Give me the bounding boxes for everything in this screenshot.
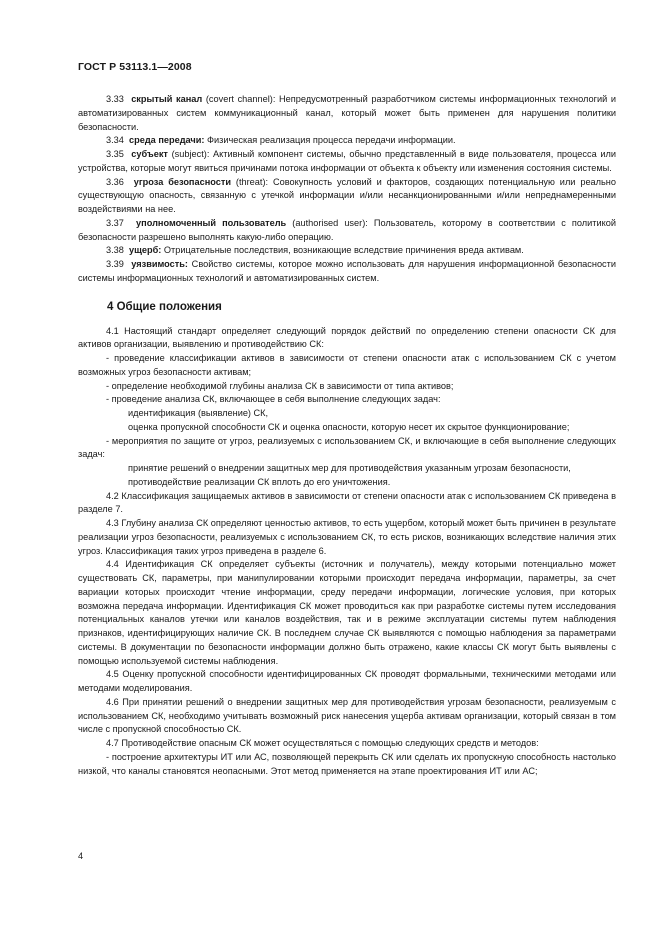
list-item: - проведение классификации активов в зависимости от степени опасности атак с использованием СК с учетом возможных угроз безопасности активам; bbox=[78, 353, 616, 377]
definition-3-34 bbox=[78, 134, 616, 148]
document-body bbox=[78, 93, 616, 778]
definition-3-35 bbox=[78, 148, 616, 176]
standard-header: ГОСТ Р 53113.1—2008 bbox=[78, 61, 192, 73]
def-text: (threat): Совокупность условий и факторов, создающих потенциальную или реально существующую опасность, связанную с утечкой информации и/или несанкционированными и/или непреднамеренными воздействиями на нее. bbox=[78, 176, 616, 214]
def-text: (subject): Активный компонент системы, обычно представленный в виде пользователя, процесса или устройства, которые могут явиться причинами потока информации от объекта к объекту или изменения состояния системы. bbox=[78, 149, 617, 173]
def-term: скрытый канал bbox=[131, 94, 203, 104]
definition-3-33 bbox=[78, 93, 616, 134]
list-item: - мероприятия по защите от угроз, реализуемых с использованием СК, и включающие в себя выполнение следующих задач: bbox=[78, 435, 616, 460]
section-heading: 4 Общие положения bbox=[107, 300, 222, 313]
def-term: субъект bbox=[131, 149, 168, 159]
def-number: 3.39 bbox=[106, 259, 124, 269]
def-term: угроза безопасности bbox=[133, 176, 231, 187]
def-number: 3.38 bbox=[106, 245, 124, 256]
def-term: ущерб: bbox=[129, 245, 162, 256]
paragraph-4-3: 4.3 Глубину анализа СК определяют ценностью активов, то есть ущербом, который может быть причинен в результате реализации угроз безопасности, реализуемых с использованием СК, то есть рисков, возникающих вследствие наличия этих угроз. Классификация таких угроз приведена в разделе 6. bbox=[78, 518, 616, 556]
sub-list-item: противодействие реализации СК вплоть до его уничтожения. bbox=[128, 476, 391, 487]
paragraph-4-6: 4.6 При принятии решений о внедрении защитных мер для противодействия угрозам безопасности, реализуемым с использованием СК, необходимо учитывать возможный риск нанесения ущерба активам организации, который связан в том числе с пропускной способностью СК. bbox=[78, 696, 616, 735]
def-text: Отрицательные последствия, возникающие вследствие причинения вреда активам. bbox=[161, 245, 524, 256]
definition-3-36 bbox=[78, 176, 616, 217]
paragraph-4-2: 4.2 Классификация защищаемых активов в зависимости от степени опасности атак с использованием СК приведена в разделе 7. bbox=[78, 490, 616, 515]
def-number: 3.36 bbox=[106, 176, 124, 187]
sub-list-item: принятие решений о внедрении защитных мер для противодействия указанным угрозам безопасности, bbox=[128, 463, 571, 473]
list-item: - проведение анализа СК, включающее в себя выполнение следующих задач: bbox=[106, 394, 441, 405]
def-text: (authorised user): Пользователь, которому в соответствии с политикой безопасности разрешено выполнять какую-либо операцию. bbox=[78, 217, 616, 242]
paragraph-4-5: 4.5 Оценку пропускной способности идентифицированных СК проводят формальными, техническими методами или методами моделирования. bbox=[78, 669, 616, 693]
def-number: 3.34 bbox=[106, 135, 124, 146]
page-number: 4 bbox=[78, 851, 84, 861]
def-term: уполномоченный пользователь bbox=[136, 217, 287, 228]
list-item: - определение необходимой глубины анализа СК в зависимости от типа активов; bbox=[106, 380, 454, 391]
definition-3-39 bbox=[78, 258, 616, 286]
def-number: 3.33 bbox=[106, 94, 124, 104]
paragraph-4-4: 4.4 Идентификация СК определяет субъекты (источник и получатель), между которыми потенциально может существовать СК, параметры, при манипулировании которыми происходит передача информации, параметры, за счет вариации которых происходит чтение информации, среду передачи информации, логические условия, при которых возможна передача информации. Идентификация СК может проводиться как при разработке системы путем исследования потенциальных каналов утечки или каналов воздействия, так и в режиме эксплуатации системы путем наблюдения признаков, идентифицирующих наличие СК. В последнем случае СК выявляются с помощью наблюдения за параметрами системы. В документации по безопасности информации должно быть отражено, какие классы СК могут быть выявлены с помощью используемой системы наблюдения. bbox=[78, 559, 616, 666]
def-number: 3.37 bbox=[106, 217, 124, 228]
sub-list-item: оценка пропускной способности СК и оценка опасности, которую несет их скрытое функционирование; bbox=[128, 421, 570, 432]
definition-3-37 bbox=[78, 217, 616, 245]
list-item: - построение архитектуры ИТ или АС, позволяющей перекрыть СК или сделать их пропускную способность настолько низкой, что каналы становятся неопасными. Этот метод применяется на этапе проектирования ИТ или АС; bbox=[78, 751, 616, 776]
sub-list-item: идентификация (выявление) СК, bbox=[128, 408, 269, 418]
paragraph-4-7: 4.7 Противодействие опасным СК может осуществляться с помощью следующих средств и методов: bbox=[106, 738, 539, 748]
def-text: (covert channel): Непредусмотренный разработчиком системы информационных технологий и автоматизированных систем коммуникационный канал, который может быть применен для нарушения политики безопасности. bbox=[78, 94, 616, 132]
def-number: 3.35 bbox=[106, 149, 124, 159]
def-text: Свойство системы, которое можно использовать для нарушения информационной безопасности системы информационных технологий и автоматизированных систем. bbox=[78, 259, 616, 283]
def-term: уязвимость: bbox=[131, 259, 188, 269]
paragraph-4-1: 4.1 Настоящий стандарт определяет следующий порядок действий по определению степени опасности СК для активов организации, выявлению и противодействию СК: bbox=[78, 325, 616, 350]
definition-3-38 bbox=[78, 244, 616, 258]
def-term: среда передачи: bbox=[129, 135, 205, 146]
def-text: Физическая реализация процесса передачи информации. bbox=[204, 135, 456, 146]
